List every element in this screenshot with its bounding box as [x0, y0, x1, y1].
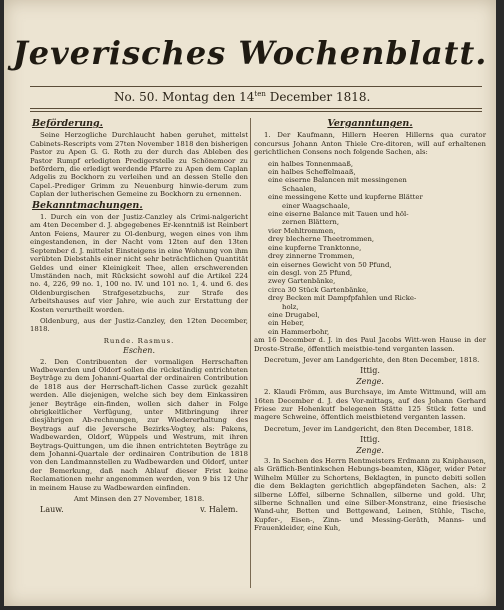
paragraph-auction-1: 1. Der Kaufmann, Hillern Heeren Hillerns qua curator concursus Johann Anton Thiele Cre-ditoren, will auf erhaltenen gerichtlichen Consens noch folgende Sachen, als: — [254, 131, 486, 157]
list-item: ein halbes Tonnenmaaß, — [268, 159, 354, 168]
list-item: vier Mehltrommen, — [268, 226, 336, 235]
list-item: holz, — [282, 302, 299, 311]
notice-2-signatures — [30, 506, 248, 514]
masthead-rule-top — [30, 86, 482, 87]
signature-lauw: Lauw. — [40, 505, 64, 515]
paragraph-befoerderung: Seine Herzogliche Durchlaucht haben geruhet, mittelst Cabinets-Rescripts vom 27ten November 1818 den bisherigen Pastor zu Apen G. G. Roth zu der durch das Ableben des Pastor Rumpf erledigten Predigerstelle zu Schönemoor zu befördern, die erledigt werdende Pfarre zu Apen dem Caplan Adgelis zu Bockhorn zu verleihen und an dessen Stelle den Capel.-Prediger Grimm zu Neuenburg hinwie-derum zum Caplan der lutherischen Gemeine zu Bockhorn zu ernennen. — [30, 131, 248, 199]
issue-rule-2 — [30, 111, 482, 112]
list-item: Schaalen, — [282, 184, 317, 193]
heading-befoerderung: Beförderung. — [32, 118, 103, 129]
heading-zenge-2: Zenge. — [356, 445, 384, 455]
heading-bekanntmachungen: Bekanntmachungen. — [32, 199, 143, 211]
paragraph-auction-2: 2. Klaudi Frömm, aus Burchsaye, im Amte Wittmund, will am 16ten December d. J. des Vor-mittags, auf des Johann Gerhard Friese zur Hohenkutf belegenen Stätte 125 Stück fette und magere Schweine, öffentlich meistbietend verganten lassen. — [254, 388, 486, 422]
paragraph-auction-3: 3. In Sachen des Herrn Rentmeisters Erdmann zu Kniphausen, als Gräflich-Bentinkschen Hebungs-beamten, Kläger, wider Peter Wilhelm Müller zu Schortens, Beklagten, in puncto debiti sollen die dem Beklagten gerichtlich abgepfändeten Sachen, als: 2 silberne Löffel, silberne Schnallen, silberne und gold. Uhr, silberne Schnallen und eine Silber-Monstranz, eine friesische Wand-uhr, Betten und Bettgewand, Leinen, Stühle, Tische, Kupfer-, Eisen-, Zinn- und Messing-Geräth, Manns- und Frauenkleider, eine Kuh, — [254, 457, 486, 533]
newspaper-page — [4, 0, 496, 606]
left-column — [30, 118, 248, 515]
auction-1-item-list — [262, 160, 486, 337]
list-item: eine Drugabel, — [268, 310, 320, 319]
list-item: ein eisernes Gewicht von 50 Pfund, — [268, 260, 392, 269]
list-item: ein Heber, — [268, 319, 305, 328]
paragraph-notice-2: 2. Den Contribuenten der vormaligen Herrschaften Wadbewarden und Oldorf sollen die rückständig entrichteten Beyträge zu dem Johanni-Quartal der ordinairen Contribution de 1818 aus der Herrschaft-lichen Casse zurück gezahlt werden. Alle diejenigen, welche sich bey dem Einkassiren jener Beyträge ein-finden, wollen sich daher in Folge obrigkeitlicher Verfügung, unter Mitbringung ihrer diesjährigen Ab-rechnungen, zur Wiedererhaltung des Beytrags auf die Jeversche Bezirks-Vogtey, als: Pakens, Wadbewarden, Oldorf, Wüppels und Westrum, mit ihren Beytrags-Quittungen, um die ihnen entrichteten Beyträge zu dem Johanni-Quartale der ordinairen Contribution de 1818 von den Landmannstellen zu Wadbewarden und Oldorf, unter der Bemerkung, daß nach Ablauf dieser Frist keine Reclamationen mehr angenommen werden, von 9 bis 12 Uhr in meinem Hause zu Wadbewarden einfinden. — [30, 357, 248, 492]
list-item: eine eiserne Balance mit Tauen und höl- — [268, 210, 409, 219]
notice-2-place: Amt Minsen den 27 November, 1818. — [73, 495, 205, 504]
masthead-title: Jeverisches Wochenblatt. — [12, 34, 488, 72]
issue-number: No. 50. — [114, 90, 159, 104]
right-column — [254, 118, 486, 536]
issue-rule — [30, 108, 482, 109]
list-item: zernen Blättern, — [282, 218, 340, 227]
auction-2-decree: Decretum, Jever im Landgericht, den 8ten December, 1818. — [264, 424, 474, 433]
list-item: eine messingene Kette und kupferne Blätter — [268, 193, 423, 202]
list-item: drey Becken mit Dampfpfahlen und Ricke- — [268, 294, 417, 303]
paragraph-notice-1: 1. Durch ein von der Justiz-Canzley als Crimi-nalgericht am 4ten December d. J. abgegebenes Er-kenntniß ist Reinbert Anton Feiens, Maurer zu Ol-denburg, wegen eines von ihm eingestandenen, in der Nacht vom 12ten auf den 13ten September d. J. mittelst Einsteigens in eine Wohnung von ihm verübten Diebstahls einer nicht sehr beträchtlichen Quantität Geldes und einer Kleinigkeit Thee, allen erschwerenden Umständen nach, mit Rücksicht sowohl auf die Artikel 224 no. 4, 226, 99 no. 1, 100 no. IV. und 101 no. 1, 4. und 6. des Oldenburgischen Strafgesetzbuchs, zur Strafe des Arbeitshauses auf vier Jahre, wie auch zur Erstattung der Kosten verurtheilt worden. — [30, 213, 248, 314]
auction-2-signature: Ittig. — [360, 435, 380, 445]
column-divider — [250, 118, 251, 588]
list-item: zwey Gartenbänke, — [268, 277, 336, 286]
list-item: drey blecherne Theetrommen, — [268, 235, 375, 244]
list-item: eine eiserne Balancen mit messingenen — [268, 176, 407, 185]
signature-halem: v. Halem. — [200, 505, 238, 515]
notice-1-place: Oldenburg, aus der Justiz-Canzley, den 12ten December, 1818. — [30, 316, 248, 334]
list-item: ein Hammerbohr, — [268, 327, 330, 336]
list-item: circa 30 Stück Gartenbänke, — [268, 285, 369, 294]
heading-zenge-1: Zenge. — [356, 376, 384, 386]
auction-1-signature: Ittig. — [360, 366, 380, 376]
list-item: ein desgl. von 25 Pfund, — [268, 268, 353, 277]
list-item: drey zinnerne Trommen, — [268, 252, 355, 261]
list-item: einer Waagschaale, — [282, 201, 350, 210]
list-item: eine kupferne Tranktonne, — [268, 243, 362, 252]
list-item: ein halbes Scheffelmaaß, — [268, 168, 356, 177]
notice-1-signature: Runde. Rasmus. — [103, 336, 175, 345]
issue-date-rest: December 1818. — [269, 90, 371, 104]
issue-date-day: 14 — [239, 90, 255, 104]
auction-1-tail: am 16 December d. J. in des Paul Jacobs Witt-wen Hause in der Droste-Straße, öffentlich meistbie-tend verganten lassen. — [254, 336, 486, 353]
issue-day: Montag den — [162, 90, 236, 104]
heading-eschen: Eschen. — [122, 346, 155, 356]
auction-1-decree: Decretum, Jever am Landgerichte, den 8ten December, 1818. — [264, 355, 480, 364]
heading-verganntungen: Verganntungen. — [327, 118, 413, 129]
issue-date-sup: ten — [254, 90, 266, 98]
issue-line — [114, 90, 370, 104]
